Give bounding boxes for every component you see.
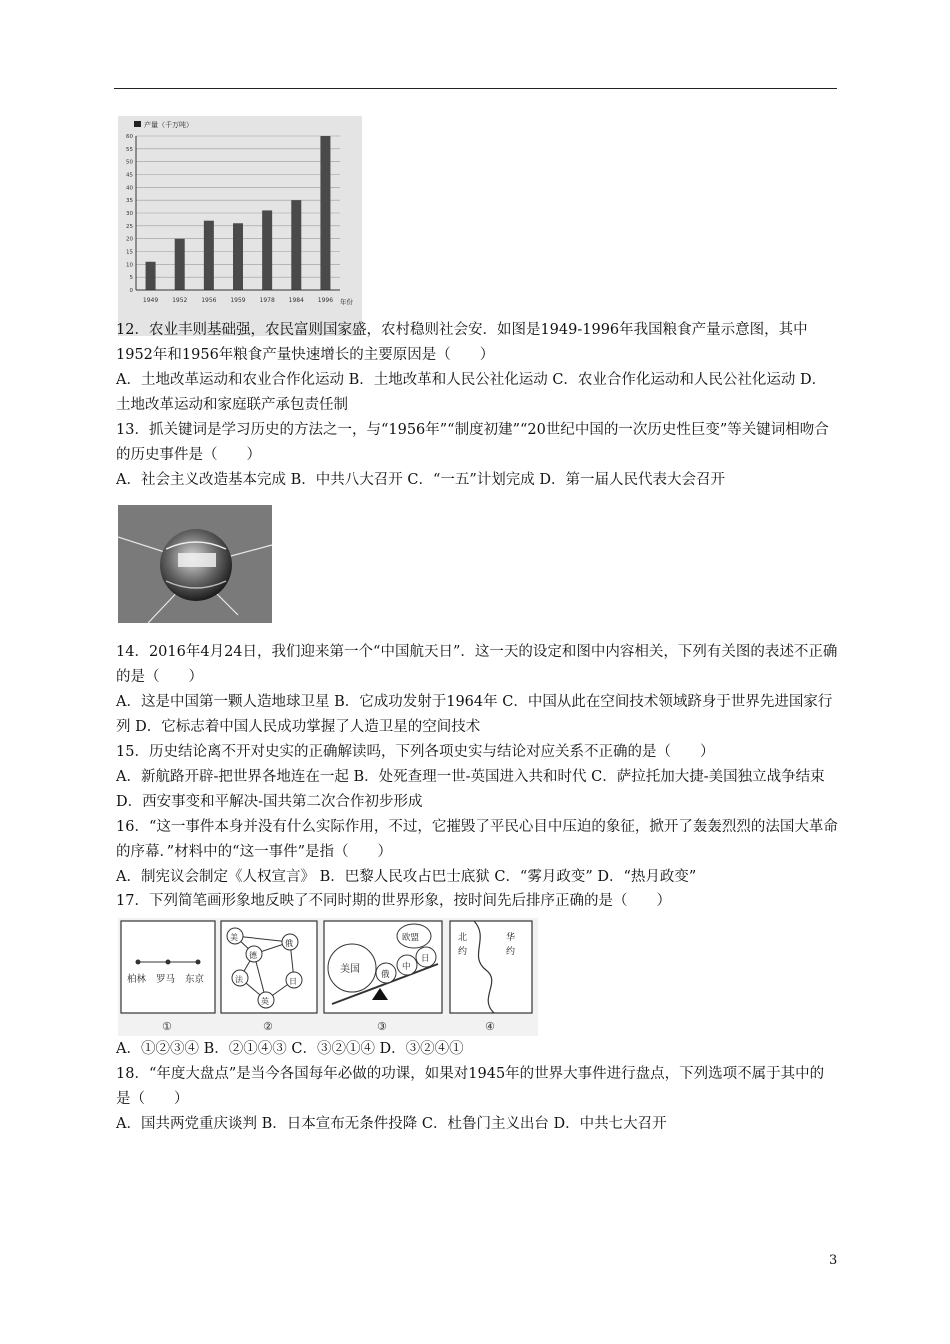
q16-stem: 16．“这一事件本身并没有什么实际作用，不过，它摧毁了平民心目中压迫的象征，掀开了轰轰烈烈的法国大革命的序幕．”材料中的“这一事件”是指（ ） [116, 819, 838, 860]
label-warsaw-1: 华 [506, 933, 516, 943]
question-12 [116, 318, 838, 418]
q14-options: A．这是中国第一颗人造地球卫星 B．它成功发射于1964年 C．中国从此在空间技术领域跻身于世界先进国家行列 D．它标志着中国人民成功掌握了人造卫星的空间技术 [116, 694, 833, 735]
node-russia: 俄 [285, 939, 293, 948]
bar-1949 [146, 262, 156, 290]
q18-stem: 18．“年度大盘点”是当今各国每年必做的功课，如果对1945年的世界大事件进行盘点，下列选项不属于其中的是（ ） [116, 1066, 825, 1107]
x-tick-label: 1984 [288, 297, 304, 304]
q15-options: A．新航路开辟-把世界各地连在一起 B．处死查理一世-英国进入共和时代 C．萨拉托加大捷-美国独立战争结束 D．西安事变和平解决-国共第二次合作初步形成 [116, 769, 825, 810]
x-tick-label: 1978 [259, 297, 275, 304]
y-tick-label: 25 [126, 223, 133, 230]
q12-options: A．土地改革运动和农业合作化运动 B．土地改革和人民公社化运动 C．农业合作化运动和人民公社化运动 D．土地改革运动和家庭联产承包责任制 [116, 372, 827, 413]
question-16 [116, 815, 838, 890]
q16-options: A．制宪议会制定《人权宣言》 B．巴黎人民攻占巴士底狱 C．“雾月政变” D．“热月政变” [116, 869, 697, 885]
y-tick-label: 40 [126, 185, 133, 192]
x-tick-label: 1949 [142, 297, 159, 304]
q12-stem: 12．农业丰则基础强，农民富则国家盛，农村稳则社会安．如图是1949-1996年我国粮食产量示意图，其中1952年和1956年粮食产量快速增长的主要原因是（ ） [116, 322, 808, 363]
label-nato-2: 约 [458, 947, 468, 957]
question-15 [116, 740, 838, 815]
panel-4-number: ④ [485, 1020, 495, 1033]
y-tick-label: 60 [126, 134, 133, 140]
y-tick-label: 55 [126, 146, 133, 153]
y-tick-label: 20 [126, 236, 133, 243]
x-tick-label: 1996 [317, 297, 334, 304]
q13-stem: 13．抓关键词是学习历史的方法之一，与“1956年”“制度初建”“20世纪中国的一次历史性巨变”等关键词相吻合的历史事件是（ ） [116, 422, 829, 463]
satellite-photo [118, 505, 272, 623]
page-number: 3 [829, 1253, 838, 1268]
label-nato-1: 北 [458, 933, 468, 943]
q14-stem: 14．2016年4月24日，我们迎来第一个“中国航天日”．这一天的设定和图中内容相关，下列有关图的表述不正确的是（ ） [116, 644, 838, 685]
chart-title: 产量（千万吨） [144, 121, 193, 129]
world-pattern-sketches [118, 918, 538, 1036]
y-tick-label: 35 [126, 198, 133, 205]
bar-1959 [233, 223, 243, 290]
y-tick-label: 30 [126, 211, 133, 217]
panel-3-number: ③ [377, 1020, 387, 1033]
city-tokyo: 东京 [185, 974, 205, 985]
label-japan: 日 [421, 954, 430, 964]
header-rule [114, 88, 837, 89]
panel-1-number: ① [162, 1020, 172, 1033]
node-britain: 英 [261, 997, 269, 1006]
label-russia: 俄 [381, 970, 390, 980]
grain-output-chart [118, 116, 362, 336]
question-17-options [116, 1037, 838, 1062]
sketches-svg [118, 918, 538, 1036]
x-tick-label: 1959 [230, 297, 246, 304]
label-warsaw-2: 约 [506, 947, 516, 957]
label-usa: 美国 [340, 964, 360, 975]
y-tick-label: 0 [129, 288, 133, 294]
y-tick-label: 50 [126, 159, 133, 166]
question-18 [116, 1062, 838, 1137]
bar-1978 [262, 210, 272, 290]
node-usa: 美 [230, 933, 238, 942]
satellite-svg [118, 505, 272, 623]
q13-options: A．社会主义改造基本完成 B．中共八大召开 C．“一五”计划完成 D．第一届人民代表大会召开 [116, 472, 725, 488]
city-dot-1 [136, 960, 141, 965]
legend-swatch [134, 121, 141, 127]
node-france: 法 [235, 975, 243, 984]
y-tick-label: 15 [126, 249, 133, 256]
x-tick-label: 1956 [201, 297, 217, 304]
x-tick-label: 1952 [172, 297, 188, 304]
city-dot-2 [166, 960, 171, 965]
y-tick-label: 5 [129, 275, 133, 282]
question-13 [116, 418, 838, 493]
grain-chart-svg [118, 116, 362, 336]
x-unit-label: 年份 [340, 298, 353, 306]
panel-2-number: ② [263, 1020, 273, 1033]
city-rome: 罗马 [156, 974, 176, 985]
q17-options: A．①②③④ B．②①④③ C．③②①④ D．③②④① [116, 1041, 464, 1057]
label-china: 中 [402, 962, 411, 972]
q15-stem: 15．历史结论离不开对史实的正确解读吗，下列各项史实与结论对应关系不正确的是（ ） [116, 744, 715, 760]
y-tick-label: 45 [126, 172, 133, 179]
bar-1984 [291, 200, 301, 290]
city-berlin: 柏林 [127, 974, 147, 985]
node-japan: 日 [289, 977, 297, 986]
city-dot-3 [196, 960, 201, 965]
bar-1996 [320, 136, 330, 290]
question-14 [116, 640, 838, 740]
bar-1952 [175, 239, 185, 290]
bar-1956 [204, 221, 214, 290]
q18-options: A．国共两党重庆谈判 B．日本宣布无条件投降 C．杜鲁门主义出台 D．中共七大召开 [116, 1116, 667, 1132]
question-17-stem [116, 889, 838, 914]
y-tick-label: 10 [126, 262, 133, 269]
node-germany: 德 [249, 951, 257, 960]
label-eu: 欧盟 [402, 933, 420, 943]
satellite-band [178, 553, 216, 567]
q17-stem: 17．下列简笔画形象地反映了不同时期的世界形象，按时间先后排序正确的是（ ） [116, 893, 671, 909]
